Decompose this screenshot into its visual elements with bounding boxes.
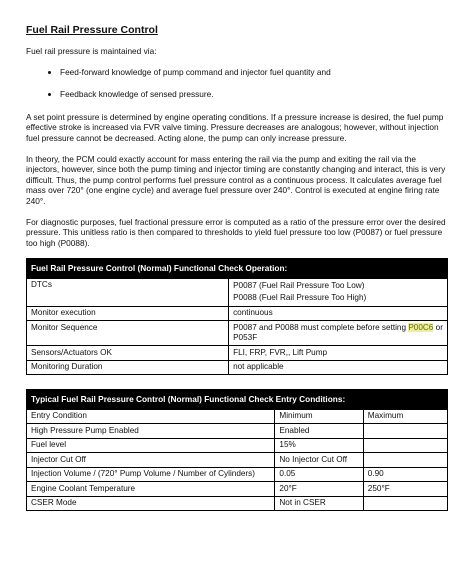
column-header: Maximum (363, 409, 447, 424)
row-value (229, 321, 448, 346)
paragraph-theory: In theory, the PCM could exactly account for mass entering the rail via the pump and exiting the rail via the injectors, however, since both the pump timing and injector timing are constantly changing and interact, this is very difficult. Thus, the pump control performs fuel pressure control as a continuous process. It calculates average fuel mass over 720° (one engine cycle) and average fuel pressure over 240°. Control is executed at engine firing rate 240°. (26, 153, 446, 206)
table-cell: 20°F (275, 482, 363, 497)
table-header-row (27, 409, 448, 424)
row-value: continuous (229, 306, 448, 321)
column-header: Minimum (275, 409, 363, 424)
table-cell: 15% (275, 438, 363, 453)
table-cell: Enabled (275, 424, 363, 439)
sequence-text-end: or P053F (233, 322, 443, 343)
row-label: DTCs (27, 278, 229, 306)
intro-text: Fuel rail pressure is maintained via: (26, 46, 157, 56)
table-cell: 250°F (363, 482, 447, 497)
table-row (27, 438, 448, 453)
row-value: not applicable (229, 360, 448, 375)
table-cell: Injection Volume / (720° Pump Volume / Number of Cylinders) (27, 467, 275, 482)
table-cell: Fuel level (27, 438, 275, 453)
table-cell: No Injector Cut Off (275, 453, 363, 468)
operation-table (26, 258, 448, 375)
table-cell (363, 438, 447, 453)
table-cell: High Pressure Pump Enabled (27, 424, 275, 439)
page-title: Fuel Rail Pressure Control (26, 24, 158, 36)
dtc-value: P0088 (Fuel Rail Pressure Too High) (233, 293, 367, 303)
sequence-text: P0087 and P0088 must complete before setting (233, 322, 409, 332)
table-row (27, 496, 448, 511)
table-cell (363, 453, 447, 468)
operation-table-heading: Fuel Rail Pressure Control (Normal) Functional Check Operation: (27, 259, 448, 279)
table-cell: Engine Coolant Temperature (27, 482, 275, 497)
table-cell: 0.90 (363, 467, 447, 482)
dtc-value: P0087 (Fuel Rail Pressure Too Low) (233, 281, 365, 291)
table-cell: Injector Cut Off (27, 453, 275, 468)
table-row (27, 482, 448, 497)
table-cell: CSER Mode (27, 496, 275, 511)
row-value: FLI, FRP, FVR,, Lift Pump (229, 346, 448, 361)
row-label: Monitor execution (27, 306, 229, 321)
entry-conditions-table (26, 389, 448, 511)
table-row (27, 278, 448, 306)
table-row (27, 346, 448, 361)
entry-table-heading: Typical Fuel Rail Pressure Control (Normal) Functional Check Entry Conditions: (27, 390, 448, 410)
bullet-list (26, 67, 448, 100)
paragraph-setpoint: A set point pressure is determined by engine operating conditions. If a pressure increase is desired, the fuel pump effective stroke is increased via FVR valve timing. Pressure decreases are analogous; however, without injection fuel pressure cannot be decreased. Acting alone, the pump can only increase pressure. (26, 111, 444, 143)
table-row (27, 321, 448, 346)
row-label: Sensors/Actuators OK (27, 346, 229, 361)
row-label: Monitor Sequence (27, 321, 229, 346)
table-cell: Not in CSER (275, 496, 363, 511)
paragraph-diagnostic: For diagnostic purposes, fuel fractional pressure error is computed as a ratio of the pressure error over the desired pressure. This unitless ratio is then compared to thresholds to yield fuel pressure too low (P0087) or fuel pressure too high (P0088). (26, 216, 446, 248)
table-row (27, 424, 448, 439)
table-cell: 0.05 (275, 467, 363, 482)
bullet-item: • Feed-forward knowledge of pump command and injector fuel quantity and (60, 67, 448, 78)
highlighted-dtc: P00C6 (408, 322, 434, 332)
table-cell (363, 496, 447, 511)
row-label: Monitoring Duration (27, 360, 229, 375)
table-cell (363, 424, 447, 439)
table-row (27, 467, 448, 482)
table-row (27, 453, 448, 468)
column-header: Entry Condition (27, 409, 275, 424)
table-row (27, 306, 448, 321)
dtc-values (229, 278, 448, 306)
bullet-item: • Feedback knowledge of sensed pressure. (60, 89, 448, 100)
table-row (27, 360, 448, 375)
